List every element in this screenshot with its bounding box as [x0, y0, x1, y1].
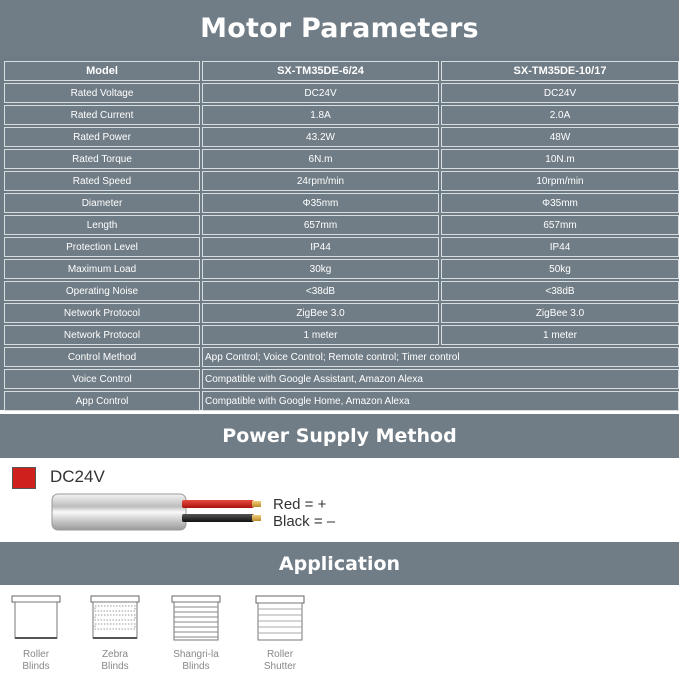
parameter-value-cell: Φ35mm: [202, 193, 439, 213]
parameter-name-cell: Rated Voltage: [4, 83, 200, 103]
parameter-value-cell: Φ35mm: [441, 193, 679, 213]
table-row: [4, 83, 679, 103]
parameters-table: [2, 59, 679, 413]
table-header-cell: Model: [4, 61, 200, 81]
table-row: [4, 149, 679, 169]
parameter-value-cell: App Control; Voice Control; Remote control; Timer control: [202, 347, 679, 367]
parameter-value-cell: 43.2W: [202, 127, 439, 147]
application-section: [0, 585, 679, 675]
app-caption-line2: Shutter: [263, 661, 297, 672]
table-row: [4, 171, 679, 191]
parameter-value-cell: 1 meter: [441, 325, 679, 345]
parameter-value-cell: 10rpm/min: [441, 171, 679, 191]
parameter-value-cell: <38dB: [441, 281, 679, 301]
table-row: [4, 369, 679, 389]
app-caption-line1: Shangri-la: [173, 649, 219, 660]
parameter-value-cell: 2.0A: [441, 105, 679, 125]
application-title: Application: [0, 542, 679, 585]
parameter-name-cell: Network Protocol: [4, 325, 200, 345]
parameter-value-cell: 10N.m: [441, 149, 679, 169]
table-header-cell: SX-TM35DE-6/24: [202, 61, 439, 81]
table-row: [4, 127, 679, 147]
parameter-name-cell: Operating Noise: [4, 281, 200, 301]
table-row: [4, 215, 679, 235]
table-row: [4, 193, 679, 213]
table-row: [4, 105, 679, 125]
parameter-value-cell: 657mm: [441, 215, 679, 235]
parameter-value-cell: 50kg: [441, 259, 679, 279]
app-caption-line2: Blinds: [101, 661, 129, 672]
parameter-value-cell: DC24V: [202, 83, 439, 103]
zebra-blind-icon: [90, 595, 140, 643]
table-row: [4, 237, 679, 257]
table-row: [4, 347, 679, 367]
parameter-value-cell: ZigBee 3.0: [441, 303, 679, 323]
parameter-name-cell: Rated Power: [4, 127, 200, 147]
parameter-value-cell: ZigBee 3.0: [202, 303, 439, 323]
voltage-label: DC24V: [50, 467, 105, 486]
table-header-row: [4, 61, 679, 81]
black-wire-label: Black = –: [273, 513, 336, 530]
parameter-value-cell: Compatible with Google Assistant, Amazon Alexa: [202, 369, 679, 389]
red-wire-label: Red = +: [273, 496, 327, 513]
app-caption-line1: Roller: [22, 649, 50, 660]
app-caption-line1: Zebra: [101, 649, 129, 660]
parameter-value-cell: IP44: [441, 237, 679, 257]
red-swatch-icon: [12, 467, 36, 489]
app-caption-line2: Blinds: [182, 661, 210, 672]
parameter-name-cell: Rated Current: [4, 105, 200, 125]
parameters-table-area: [0, 56, 679, 410]
parameter-value-cell: 6N.m: [202, 149, 439, 169]
parameter-value-cell: 24rpm/min: [202, 171, 439, 191]
parameter-name-cell: Rated Speed: [4, 171, 200, 191]
parameter-name-cell: Rated Torque: [4, 149, 200, 169]
parameter-name-cell: Length: [4, 215, 200, 235]
parameter-value-cell: DC24V: [441, 83, 679, 103]
parameter-name-cell: Diameter: [4, 193, 200, 213]
table-row: [4, 391, 679, 411]
shangri-la-blind-icon: [171, 595, 221, 643]
parameter-value-cell: <38dB: [202, 281, 439, 301]
parameter-name-cell: Maximum Load: [4, 259, 200, 279]
app-caption-line1: Roller: [266, 649, 294, 660]
roller-shutter-icon: [255, 595, 305, 643]
parameter-value-cell: 1 meter: [202, 325, 439, 345]
parameter-value-cell: 48W: [441, 127, 679, 147]
table-row: [4, 259, 679, 279]
table-row: [4, 303, 679, 323]
application-roller-shutter: [247, 595, 313, 673]
power-supply-title: Power Supply Method: [0, 414, 679, 458]
page-title: Motor Parameters: [0, 0, 679, 56]
app-caption-line2: Blinds: [22, 661, 50, 672]
parameter-value-cell: 30kg: [202, 259, 439, 279]
application-shangri-la-blinds: [163, 595, 229, 673]
parameter-value-cell: 657mm: [202, 215, 439, 235]
roller-blind-icon: [11, 595, 61, 643]
parameter-name-cell: Network Protocol: [4, 303, 200, 323]
table-header-cell: SX-TM35DE-10/17: [441, 61, 679, 81]
parameter-name-cell: Control Method: [4, 347, 200, 367]
cable-icon: [50, 492, 274, 536]
power-supply-section: [0, 458, 679, 542]
parameter-value-cell: 1.8A: [202, 105, 439, 125]
table-row: [4, 325, 679, 345]
parameter-name-cell: Voice Control: [4, 369, 200, 389]
parameter-value-cell: Compatible with Google Home, Amazon Alexa: [202, 391, 679, 411]
parameter-name-cell: Protection Level: [4, 237, 200, 257]
application-zebra-blinds: [82, 595, 148, 673]
parameter-name-cell: App Control: [4, 391, 200, 411]
table-row: [4, 281, 679, 301]
parameter-value-cell: IP44: [202, 237, 439, 257]
application-roller-blinds: [3, 595, 69, 673]
